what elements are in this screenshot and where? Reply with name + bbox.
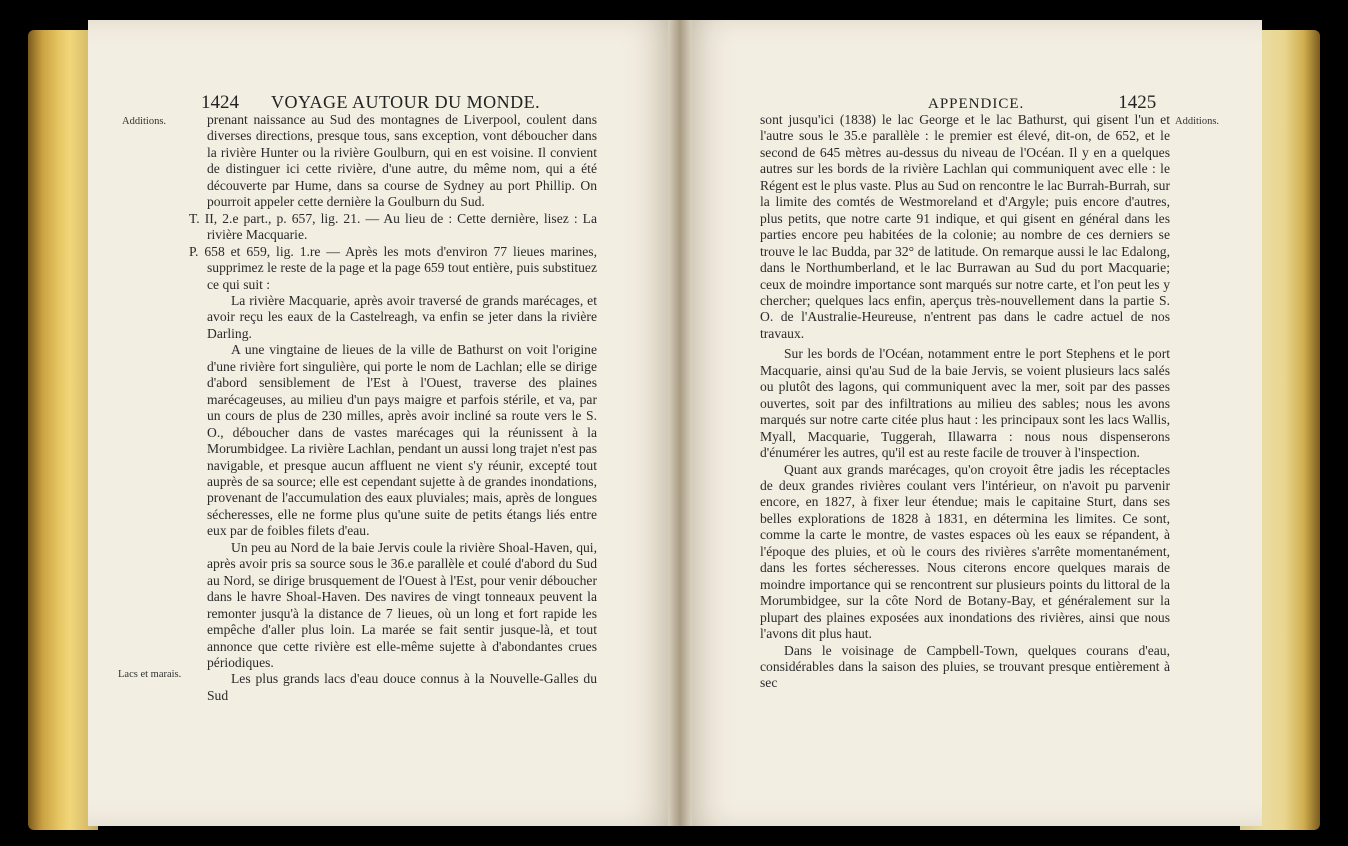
left-page-header [201, 92, 540, 114]
paragraph: La rivière Macquarie, après avoir traversé de grands marécages, et avoir reçu les eaux de la Castelreagh, va enfin se jeter dans la rivière Darling. [207, 292, 597, 341]
book-gutter [668, 20, 692, 826]
paragraph: Quant aux grands marécages, qu'on croyoit être jadis les réceptacles de deux grandes rivières coulant vers l'intérieur, on n'avoit pu parvenir encore, en 1827, à fixer leur étendue; mais le capitaine Sturt, dans ses belles explorations de 1828 à 1831, en détermina les limites. Ce sont, comme la carte le montre, de vastes espaces où les eaux se répandent, à l'époque des pluies, et où le cours des rivières s'arrête momentanément, dans les fortes sécheresses. Nous citerons encore quelques marais de moindre importance qui se rencontrent sur plusieurs points du littoral de la Morumbidgee, sur la côte Nord de Botany-Bay, et généralement sur la plupart des plaines exposées aux inondations des rivières, ainsi que nous l'avons dit plus haut. [760, 461, 1170, 642]
paragraph: A une vingtaine de lieues de la ville de Bathurst on voit l'origine d'une rivière fort singulière, qui porte le nom de Lachlan; elle se dirige d'abord sensiblement de l'Est à l'Ouest, traverse des plaines marécageuses, au milieu d'un pays maigre et parfois stérile, et va, par un cours de plus de 230 milles, après avoir incliné sa route vers le S. O., déboucher dans de vastes marécages qui la réunissent à la Morumbidgee. La rivière Lachlan, pendant un aussi long trajet n'est pas navigable, et presque aucun affluent ne vient s'y réunir, excepté tout auprès de sa source; elle est cependant sujette à de grandes inondations, provenant de l'accumulation des eaux pluviales; mais, après de longues sécheresses, elle ne forme plus qu'une suite de petits étangs liés entre eux par de foibles filets d'eau. [207, 342, 597, 539]
paragraph: Les plus grands lacs d'eau douce connus à la Nouvelle-Galles du Sud [207, 671, 597, 703]
margin-note-lacs: Lacs et marais. [118, 669, 182, 680]
erratum-entry: T. II, 2.e part., p. 657, lig. 21. — Au lieu de : Cette dernière, lisez : La rivière Macquarie. [189, 210, 597, 243]
paragraph: prenant naissance au Sud des montagnes de Liverpool, coulent dans diverses directions, presque tous, sans exception, vont déboucher dans la rivière Hunter ou la rivière Goulburn, qui en est voisine. Il convient de distinguer ici cette rivière, d'une autre, du même nom, qui a été découverte par Hume, dans sa course de Sydney au port Phillip. On pourroit appeler cette dernière la Goulburn du Sud. [207, 112, 597, 210]
margin-note-additions-right: Additions. [1175, 116, 1220, 127]
right-header-title: APPENDICE. [928, 96, 1025, 112]
margin-note-additions-left: Additions. [122, 116, 167, 127]
left-page-body [189, 112, 597, 704]
erratum-entry: P. 658 et 659, lig. 1.re — Après les mots d'environ 77 lieues marines, supprimez le reste de la page et la page 659 tout entière, puis substituez ce qui suit : [189, 243, 597, 292]
paragraph: Dans le voisinage de Campbell-Town, quelques courans d'eau, considérables dans la saison des pluies, se trouvant presque entièrement à sec [760, 642, 1170, 691]
right-page-header [928, 92, 1156, 114]
paragraph: sont jusqu'ici (1838) le lac George et le lac Bathurst, qui gisent l'un et l'autre sous le 35.e parallèle : le premier est élevé, dit-on, de 652, et le second de 645 mètres au-dessus du niveau de l'Océan. Il y en a quelques autres sur les bords de la rivière Lachlan qui communiquent avec elle : le Régent est le plus vaste. Plus au Sud on rencontre le lac Burrah-Burrah, sur la limite des comtés de Westmoreland et d'Argyle; puis encore d'autres, plus petits, que notre carte 91 indique, et qui gisent en général dans les parties encore peu habitées de la colonie; au nombre de ces derniers se trouve le lac Budda, par 32° de latitude. On remarque aussi le lac Edalong, dans le Northumberland, et le lac Burrawan au Sud du port Macquarie; ceux de moindre importance sont marqués sur notre carte, et l'on peut les y chercher; quelques lacs enfin, aperçus très-nouvellement dans la partie S. O. de l'Australie-Heureuse, n'entrent pas dans le cadre actuel de nos travaux. [760, 112, 1170, 341]
paragraph: Un peu au Nord de la baie Jervis coule la rivière Shoal-Haven, qui, après avoir pris sa source sous le 36.e parallèle et coulé d'abord du Sud au Nord, se dirige brusquement de l'Ouest à l'Est, pour venir déboucher dans le havre Shoal-Haven. Des navires de vingt tonneaux peuvent la remonter jusqu'à la distance de 7 lieues, où un long et fort rapide les empêche d'aller plus loin. La marée se fait sentir jusque-là, et tout annonce que cette rivière est elle-même sujette à d'abondantes crues périodiques. [207, 539, 597, 670]
right-page-body [760, 112, 1170, 692]
left-page-number: 1424 [201, 92, 239, 113]
right-page-number: 1425 [1118, 92, 1157, 113]
paragraph: Sur les bords de l'Océan, notamment entre le port Stephens et le port Macquarie, ainsi qu'au Sud de la baie Jervis, se voient plusieurs lacs salés ou plutôt des lagons, qui communiquent avec la mer, soit par des passes ouvertes, soit par des infiltrations au milieu des sables; nous les avons marqués sur notre carte citée plus haut : les principaux sont les lacs Wallis, Myall, Macquarie, Tuggerah, Illawarra : nous nous dispenserons d'énumérer les autres, qu'il est au reste facile de trouver à l'inspection. [760, 346, 1170, 461]
left-header-title: VOYAGE AUTOUR DU MONDE. [271, 92, 541, 112]
